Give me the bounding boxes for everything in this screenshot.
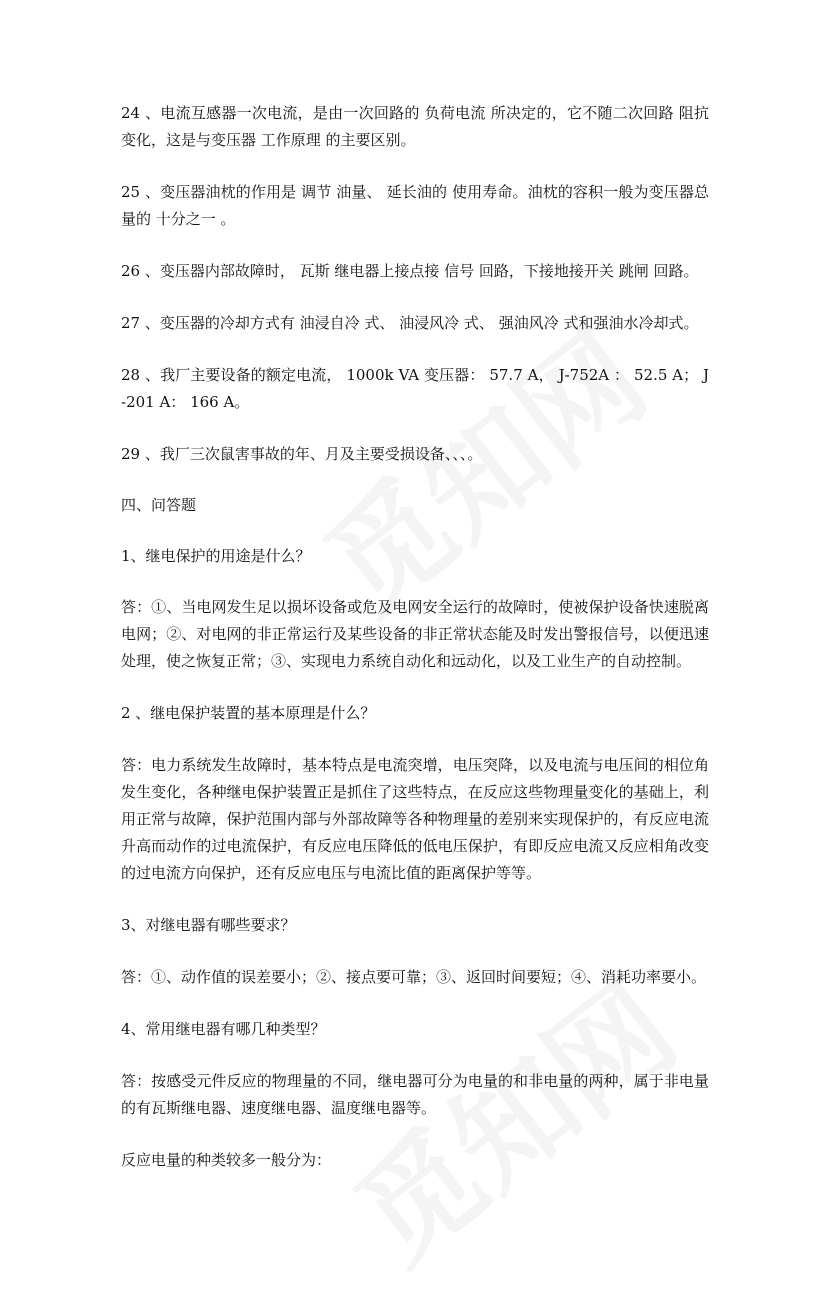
answer-3: 答：①、动作值的误差要小；②、接点要可靠；③、返回时间要短；④、消耗功率要小。	[121, 968, 707, 986]
paragraph-item-24: 24 、电流互感器一次电流，是由一次回路的 负荷电流 所决定的，它不随二次回路 阻抗 变化，这是与变压器 工作原理 的主要区别。	[121, 104, 709, 149]
question-2: 2 、继电保护装置的基本原理是什么？	[121, 704, 376, 722]
paragraph-item-25: 25 、变压器油枕的作用是 调节 油量、 延长油的 使用寿命。油枕的容积一般为变压器总量的 十分之一 。	[121, 183, 709, 228]
paragraph-continuation: 反应电量的种类较多一般分为：	[121, 1151, 332, 1169]
document-body	[121, 100, 709, 1174]
answer-2: 答：电力系统发生故障时，基本特点是电流突增，电压突降，以及电流与电压间的相位角发生变化，各种继电保护装置正是抓住了这些特点，在反应这些物理量变化的基础上，利用正常与故障，保护范围内部与外部故障等各种物理量的差别来实现保护的，有反应电流升高而动作的过电流保护，有反应电压降低的低电压保护，有即反应电流又反应相角改变的过电流方向保护，还有反应电压与电流比值的距离保护等等。	[121, 756, 709, 882]
question-4: 4、常用继电器有哪几种类型？	[121, 1020, 326, 1038]
answer-1: 答：①、当电网发生足以损坏设备或危及电网安全运行的故障时，使被保护设备快速脱离电网；②、对电网的非正常运行及某些设备的非正常状态能及时发出警报信号，以便迅速处理，使之恢复正常；③、实现电力系统自动化和远动化，以及工业生产的自动控制。	[121, 598, 709, 670]
question-1: 1、继电保护的用途是什么？	[121, 547, 311, 565]
paragraph-item-27: 27 、变压器的冷却方式有 油浸自冷 式、 油浸风冷 式、 强油风冷 式和强油水冷却式。	[121, 314, 699, 332]
paragraph-item-26: 26 、变压器内部故障时， 瓦斯 继电器上接点接 信号 回路，下接地接开关 跳闸 回路。	[121, 262, 699, 280]
section-heading: 四、问答题	[121, 496, 197, 514]
question-3: 3、对继电器有哪些要求？	[121, 916, 296, 934]
answer-4: 答：按感受元件反应的物理量的不同，继电器可分为电量的和非电量的两种，属于非电量的有瓦斯继电器、速度继电器、温度继电器等。	[121, 1072, 709, 1117]
paragraph-item-29: 29 、我厂三次鼠害事故的年、月及主要受损设备、、、。	[121, 445, 483, 463]
paragraph-item-28: 28 、我厂主要设备的额定电流， 1000k VA 变压器： 57.7 A， J-752A ： 52.5 A； J-201 A： 166 A。	[121, 366, 709, 411]
